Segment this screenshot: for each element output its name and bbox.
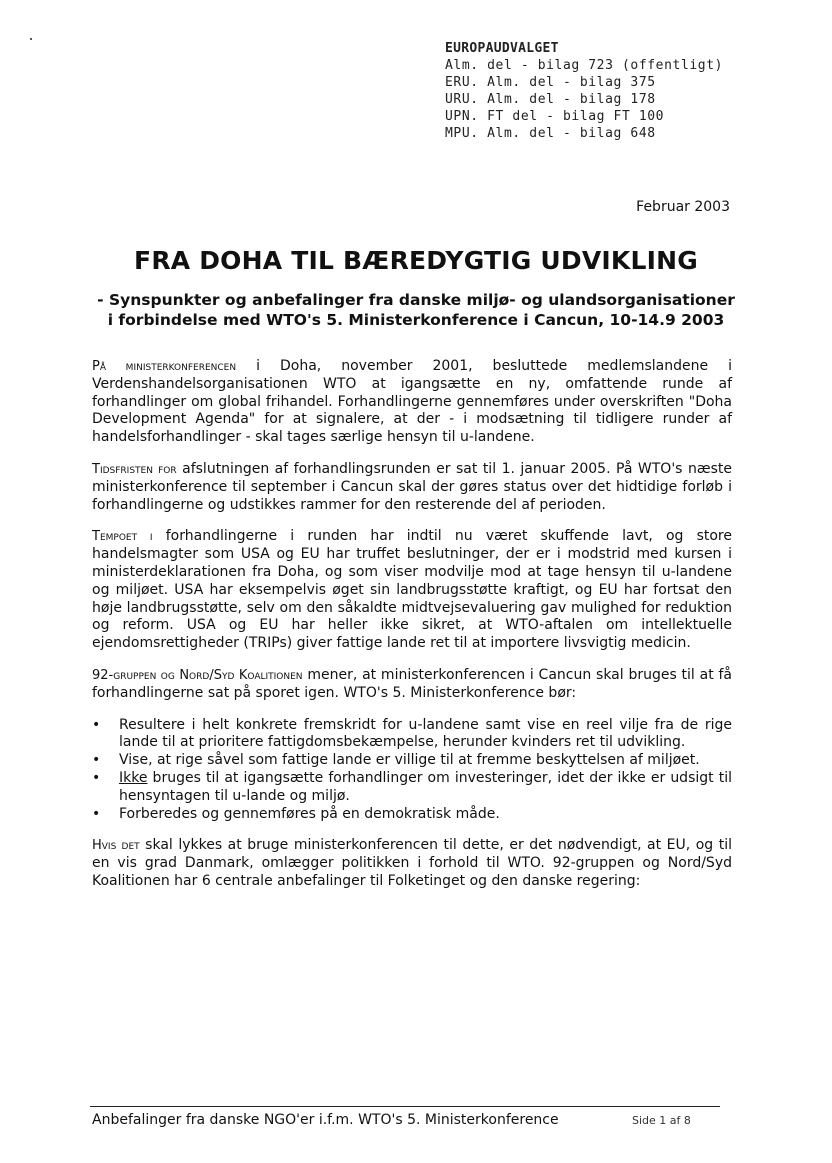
- footer-divider: [90, 1106, 720, 1107]
- paragraph-text: forhandlingerne i runden har indtil nu været skuffende lavt, og store handelsmagter som USA og EU har truffet beslutninger, der er i modstrid med kursen i ministerdeklarationen fra Doha, og som viser modvilje mod at tage hensyn til u-landene og miljøet. USA har eksempelvis øget sin landbrugsstøtte kraftigt, og EU har fortsat den høje landbrugsstøtte, selv om den såkaldte midtvejsevaluering gav mulighed for reduktion og reform. USA og EU har heller ikke sikret, at WTO-aftalen om intellektuelle ejendomsrettigheder (TRIPs) giver fattige lande ret til at importere livsvigtig medicin.: [92, 528, 732, 652]
- paragraph-text: skal lykkes at bruge ministerkonferencen til dette, er det nødvendigt, at EU, og til en vis grad Danmark, omlægger politikken i forhold til WTO. 92-gruppen og Nord/Syd Koalitionen har 6 centrale anbefalinger til Folketinget og den danske regering:: [92, 837, 732, 889]
- subtitle-line-1: - Synspunkter og anbefalinger fra danske miljø- og ulandsorganisationer: [97, 291, 735, 309]
- list-item: [92, 770, 732, 806]
- paragraph-text: afslutningen af forhandlingsrunden er sat til 1. januar 2005. På WTO's næste ministerkonference til september i Cancun skal der gøres status over det hidtidige forløb i forhandlingerne og udstikkes rammer for den resterende del af perioden.: [92, 460, 732, 513]
- document-date: Februar 2003: [636, 199, 730, 215]
- stamp-line: ERU. Alm. del - bilag 375: [445, 75, 656, 90]
- page-number: Side 1 af 8: [632, 1114, 691, 1127]
- paragraph-lead: Tidsfristen for: [92, 461, 177, 477]
- body-text: [92, 358, 732, 905]
- scan-speck: [30, 38, 32, 40]
- paragraph: [92, 837, 732, 890]
- paragraph: [92, 667, 732, 703]
- list-item-text: Vise, at rige såvel som fattige lande er villige til at fremme beskyttelsen af miljøet.: [119, 752, 700, 769]
- stamp-line: MPU. Alm. del - bilag 648: [445, 126, 656, 141]
- recommendation-list: [92, 717, 732, 824]
- paragraph: [92, 461, 732, 514]
- list-item: [92, 806, 732, 824]
- underlined-word: Ikke: [119, 769, 148, 786]
- subtitle-line-2: i forbindelse med WTO's 5. Ministerkonference i Cancun, 10-14.9 2003: [107, 311, 725, 329]
- document-subtitle: [0, 290, 832, 330]
- list-item-text: Resultere i helt konkrete fremskridt for u-landene samt vise en reel vilje fra de rige lande til at prioritere fattigdomsbekæmpelse, herunder kvinders ret til udvikling.: [119, 716, 732, 751]
- list-item: [92, 717, 732, 753]
- paragraph-lead: Tempoet i: [92, 529, 153, 545]
- stamp-title: EUROPAUDVALGET: [445, 41, 559, 56]
- document-title: FRA DOHA TIL BÆREDYGTIG UDVIKLING: [134, 246, 698, 275]
- paragraph-text: i Doha, november 2001, besluttede medlemslandene i Verdenshandelsorganisationen WTO at igangsætte en ny, omfattende runde af forhandlinger om global frihandel. Forhandlingerne gennemføres under overskriften "Doha Development Agenda" for at signalere, at der - i modsætning til tidligere runder af handelsforhandlinger - skal tages særlige hensyn til u-landene.: [92, 358, 732, 446]
- stamp-line: UPN. FT del - bilag FT 100: [445, 109, 665, 124]
- paragraph-lead: På ministerkonferencen: [92, 359, 237, 374]
- paragraph: [92, 358, 732, 447]
- footer-caption: Anbefalinger fra danske NGO'er i.f.m. WTO's 5. Ministerkonference: [92, 1112, 559, 1128]
- stamp-line: Alm. del - bilag 723 (offentligt): [445, 58, 724, 73]
- paragraph-lead: Hvis det: [92, 838, 140, 854]
- paragraph-text: mener, at ministerkonferencen i Cancun skal bruges til at få forhandlingerne sat på sporet igen. WTO's 5. Ministerkonference bør:: [92, 666, 732, 701]
- list-item: [92, 752, 732, 770]
- list-item-text: bruges til at igangsætte forhandlinger om investeringer, idet der ikke er udsigt til hensyntagen til u-lande og miljø.: [119, 769, 732, 804]
- paragraph-lead: 92-gruppen og Nord/Syd Koalitionen: [92, 667, 303, 683]
- paragraph: [92, 528, 732, 653]
- stamp-line: URU. Alm. del - bilag 178: [445, 92, 656, 107]
- archive-stamp: [445, 40, 723, 142]
- list-item-text: Forberedes og gennemføres på en demokratisk måde.: [119, 805, 500, 822]
